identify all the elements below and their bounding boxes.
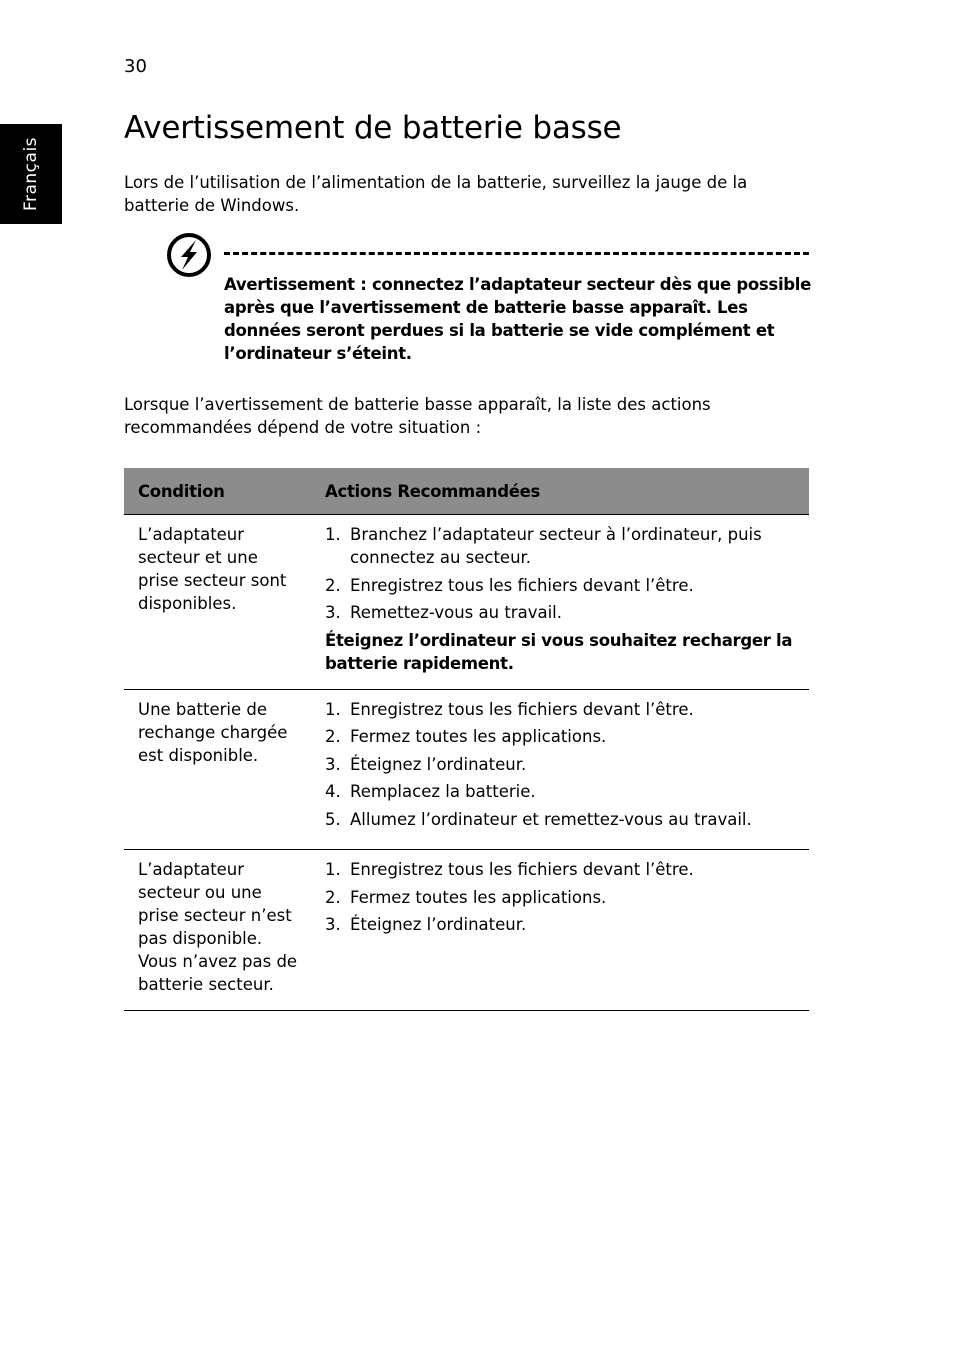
steps-list <box>325 858 801 936</box>
actions-cell <box>311 850 809 1011</box>
warning-lightning-icon <box>166 232 212 278</box>
list-item: 1. Branchez l’adaptateur secteur à l’ordinateur, puis connectez au secteur. <box>325 523 801 569</box>
action-note: Éteignez l’ordinateur si vous souhaitez recharger la batterie rapidement. <box>325 630 793 673</box>
table-row <box>124 850 809 1011</box>
step-text: Éteignez l’ordinateur. <box>350 754 527 774</box>
table-row <box>124 689 809 850</box>
step-text: Enregistrez tous les fichiers devant l’être. <box>350 699 694 719</box>
step-text: Remettez-vous au travail. <box>350 603 562 622</box>
list-item: 4. Remplacez la batterie. <box>325 782 536 801</box>
steps-list <box>325 523 801 624</box>
actions-cell <box>311 515 809 690</box>
list-item: 3. Éteignez l’ordinateur. <box>325 915 527 934</box>
step-text: Fermez toutes les applications. <box>350 727 607 746</box>
table-row <box>124 515 809 690</box>
step-text: Enregistrez tous les fichiers devant l’être. <box>350 860 694 879</box>
header-condition: Condition <box>124 468 311 515</box>
list-item: 1. Enregistrez tous les fichiers devant l’être. <box>325 860 694 879</box>
step-text: Éteignez l’ordinateur. <box>350 915 527 934</box>
page-title: Avertissement de batterie basse <box>124 110 622 146</box>
actions-table <box>124 468 809 1011</box>
intro-paragraph: Lors de l’utilisation de l’alimentation de la batterie, surveillez la jauge de la batterie de Windows. <box>124 173 748 215</box>
list-item: 2. Enregistrez tous les fichiers devant l’être. <box>325 575 694 595</box>
page-number: 30 <box>124 56 147 77</box>
step-text: Fermez toutes les applications. <box>350 887 607 907</box>
warning-divider <box>224 252 809 255</box>
header-actions: Actions Recommandées <box>311 468 809 515</box>
warning-text: Avertissement : connectez l’adaptateur secteur dès que possible après que l’avertissement de batterie basse apparaît. Les données seront perdues si la batterie se vide complément et l’ordinateur s’éteint. <box>224 275 812 363</box>
step-text: Enregistrez tous les fichiers devant l’être. <box>350 575 694 595</box>
list-item: 3. Éteignez l’ordinateur. <box>325 754 527 774</box>
table-header-row <box>124 468 809 515</box>
language-tab <box>0 124 62 224</box>
step-text: Allumez l’ordinateur et remettez-vous au travail. <box>350 809 752 829</box>
step-text: Branchez l’adaptateur secteur à l’ordinateur, puis connectez au secteur. <box>350 525 762 567</box>
list-item: 1. Enregistrez tous les fichiers devant l’être. <box>325 699 694 719</box>
steps-list <box>325 698 801 831</box>
condition-cell: L’adaptateur secteur et une prise secteur sont disponibles. <box>124 515 311 690</box>
language-tab-label: Français <box>21 136 42 212</box>
list-item: 3. Remettez-vous au travail. <box>325 603 562 622</box>
list-item: 2. Fermez toutes les applications. <box>325 727 607 746</box>
condition-cell: L’adaptateur secteur ou une prise secteur n’est pas disponible. Vous n’avez pas de batterie secteur. <box>124 850 311 1011</box>
step-text: Remplacez la batterie. <box>350 782 536 801</box>
actions-cell <box>311 689 809 850</box>
list-item: 5. Allumez l’ordinateur et remettez-vous au travail. <box>325 809 752 829</box>
list-item: 2. Fermez toutes les applications. <box>325 887 607 907</box>
lead-paragraph: Lorsque l’avertissement de batterie basse apparaît, la liste des actions recommandées dépend de votre situation : <box>124 395 711 437</box>
condition-cell: Une batterie de rechange chargée est disponible. <box>124 689 311 850</box>
